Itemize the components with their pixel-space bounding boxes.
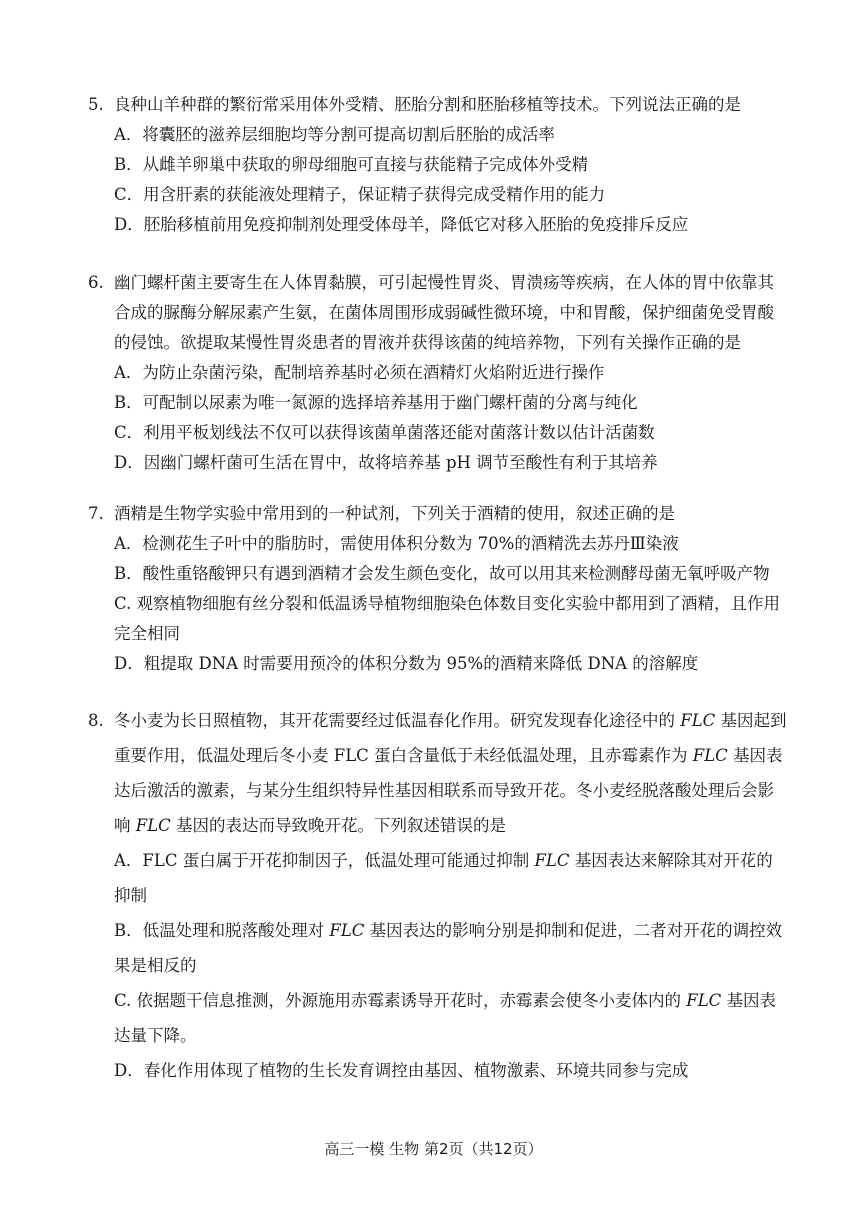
option-b: B．酸性重铬酸钾只有遇到酒精才会发生颜色变化，故可以用其来检测酵母菌无氧呼吸产物: [114, 564, 770, 583]
option-b: B．可配制以尿素为唯一氮源的选择培养基用于幽门螺杆菌的分离与纯化: [114, 393, 638, 412]
question-number: 8.: [88, 711, 104, 730]
stem-text-2: 基因起到重要作用，低温处理后冬小麦 FLC 蛋白含量低于未经低温处理，且赤霉素作为: [114, 711, 787, 765]
option-d: D．胚胎移植前用免疫抑制剂处理受体母羊，降低它对移入胚胎的免疫排斥反应: [114, 215, 689, 234]
option-text: 基因表达的影响分别是抑制和促进，二者对开花的调控效果是相反的: [114, 921, 783, 975]
option-a: A．将囊胚的滋养层细胞均等分割可提高切割后胚胎的成活率: [114, 125, 555, 144]
stem-text: 酒精是生物学实验中常用到的一种试剂，下列关于酒精的使用，叙述正确的是: [114, 504, 675, 523]
question-stem: [88, 703, 788, 843]
stem-text: 幽门螺杆菌主要寄生在人体胃黏膜，可引起慢性胃炎、胃溃疡等疾病，在人体的胃中依靠其合成的脲酶分解尿素产生氨，在菌体周围形成弱碱性微环境，中和胃酸，保护细菌免受胃酸的侵蚀。欲提取某慢性胃炎患者的胃液并获得该菌的纯培养物，下列有关操作正确的是: [114, 273, 774, 352]
option-d: [88, 1053, 788, 1088]
page-footer: 高三一模 生物 第2页（共12页）: [324, 1140, 543, 1158]
option-b: [88, 913, 788, 983]
option-text: 基因表达量下降。: [114, 991, 777, 1045]
question-5: [88, 90, 788, 240]
question-8: [88, 703, 788, 1088]
option-a: A．为防止杂菌污染，配制培养基时必须在酒精灯火焰附近进行操作: [114, 363, 605, 382]
option-b: B．从雌羊卵巢中获取的卵母细胞可直接与获能精子完成体外受精: [114, 155, 589, 174]
option-text: C. 依据题干信息推测，外源施用赤霉素诱导开花时，赤霉素会使冬小麦体内的: [114, 991, 687, 1010]
option-a: A．检测花生子叶中的脂肪时，需使用体积分数为 70%的酒精洗去苏丹Ⅲ染液: [114, 534, 679, 553]
option-c: C．用含肝素的获能液处理精子，保证精子获得完成受精作用的能力: [114, 185, 606, 204]
question-number: 5.: [88, 95, 104, 114]
option-d: D．粗提取 DNA 时需要用预冷的体积分数为 95%的酒精来降低 DNA 的溶解度: [114, 654, 699, 673]
option-text: 基因表达来解除其对开花的抑制: [114, 851, 773, 905]
gene-name: FLC: [329, 921, 365, 940]
option-d: D．因幽门螺杆菌可生活在胃中，故将培养基 pH 调节至酸性有利于其培养: [114, 453, 658, 472]
gene-name: FLC: [680, 711, 716, 730]
question-number: 7.: [88, 504, 104, 523]
question-7: [88, 499, 788, 679]
question-stem: [88, 499, 788, 529]
question-number: 6.: [88, 273, 104, 292]
gene-name: FLC: [534, 851, 570, 870]
option-c: C．利用平板划线法不仅可以获得该菌单菌落还能对菌落计数以估计活菌数: [114, 423, 655, 442]
option-c: [88, 983, 788, 1053]
question-stem: [88, 268, 788, 358]
stem-text: 良种山羊种群的繁衍常采用体外受精、胚胎分割和胚胎移植等技术。下列说法正确的是: [114, 95, 741, 114]
option-text: A．FLC 蛋白属于开花抑制因子，低温处理可能通过抑制: [114, 851, 535, 870]
stem-text-1: 冬小麦为长日照植物，其开花需要经过低温春化作用。研究发现春化途径中的: [114, 711, 681, 730]
gene-name: FLC: [692, 746, 728, 765]
stem-text-3: 基因表达后激活的激素，与某分生组织特异性基因相联系而导致开花。冬小麦经脱落酸处理后会影响: [114, 746, 783, 835]
stem-text-4: 基因的表达而导致晚开花。下列叙述错误的是: [170, 816, 507, 835]
option-text: B．低温处理和脱落酸处理对: [114, 921, 330, 940]
question-6: [88, 268, 788, 478]
option-text: D．春化作用体现了植物的生长发育调控由基因、植物激素、环境共同参与完成: [114, 1061, 689, 1080]
option-c: C. 观察植物细胞有丝分裂和低温诱导植物细胞染色体数目变化实验中都用到了酒精，且作用完全相同: [114, 594, 781, 643]
option-a: [88, 843, 788, 913]
question-stem: [88, 90, 788, 120]
gene-name: FLC: [135, 816, 171, 835]
gene-name: FLC: [686, 991, 722, 1010]
